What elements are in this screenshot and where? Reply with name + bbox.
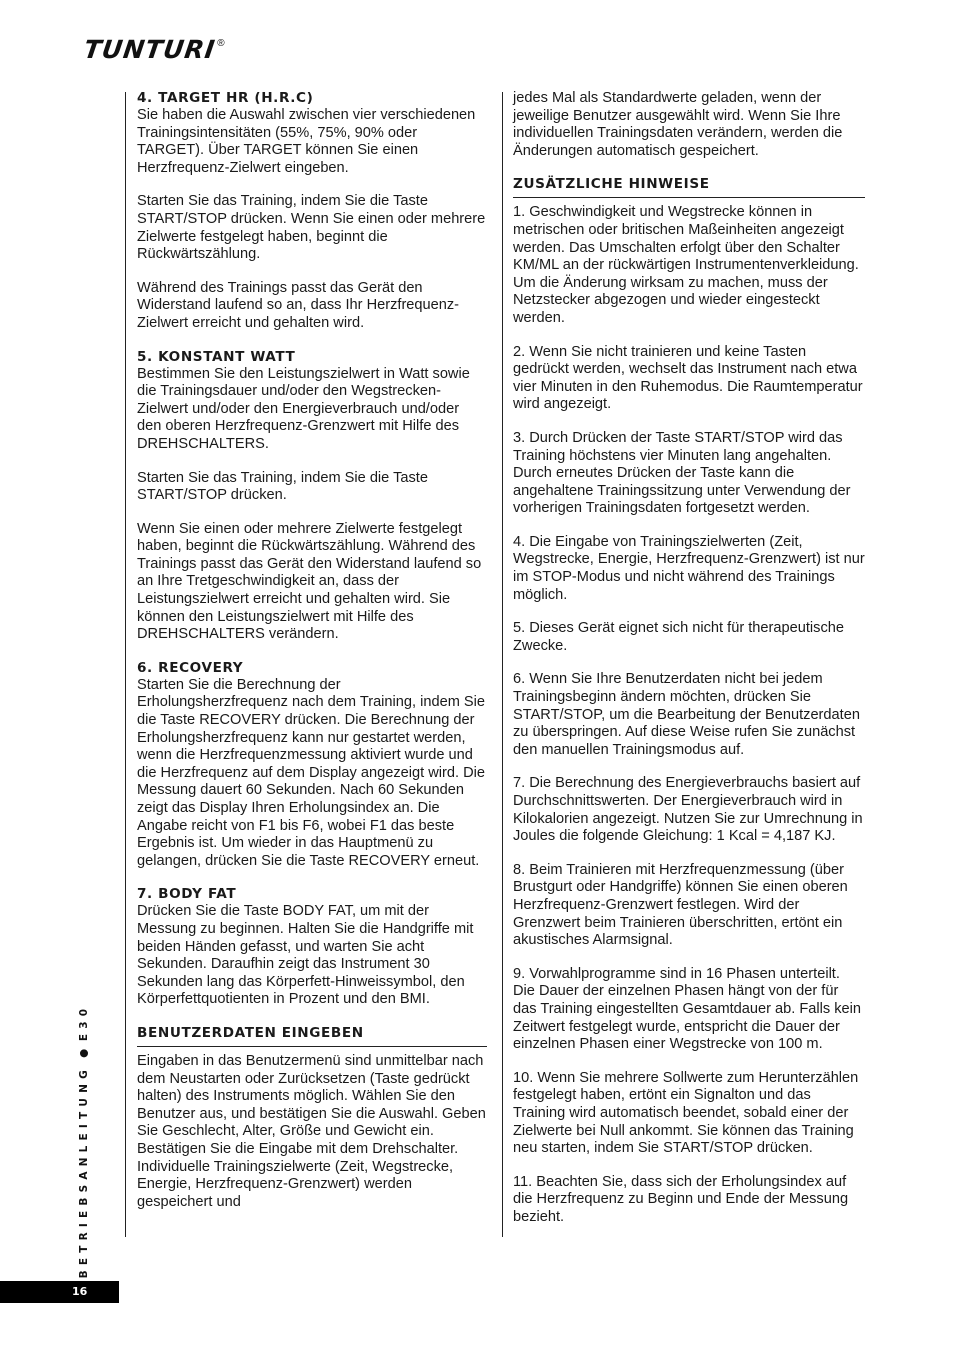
sidebar-label — [74, 1003, 94, 1279]
note-item: 9. Vorwahlprogramme sind in 16 Phasen unterteilt. Die Dauer der einzelnen Phasen hängt von der für das Training eingestellten Gesamtdauer ab. Falls kein Zeitwert festgelegt wurde, entspricht die Dauer der einzelnen Phasen einer Wegstrecke von 100 m. — [513, 965, 862, 1053]
note-item: 11. Beachten Sie, dass sich der Erholungsindex auf die Herzfrequenz zu Beginn und Ende der Messung bezieht. — [513, 1173, 849, 1225]
heading-benutzerdaten: BENUTZERDATEN EINGEBEN — [137, 1025, 487, 1047]
paragraph: Starten Sie das Training, indem Sie die Taste START/STOP drücken. Wenn Sie einen oder mehrere Zielwerte festgelegt haben, beginnt die Rückwärtszählung. — [137, 193, 486, 263]
paragraph: Wenn Sie einen oder mehrere Zielwerte festgelegt haben, beginnt die Rückwärtszählung. Während des Trainings passt das Gerät den Widerstand laufend so an Ihre Tretgeschwindigkeit an, dass der Leistungszielwert erreicht und gehalten wird. Sie können den Leistungszielwert mit Hilfe des DREHSCHALTERS verändern. — [137, 520, 482, 643]
middle-column-divider — [502, 92, 503, 1237]
heading-konstant-watt: 5. KONSTANT WATT — [137, 348, 296, 365]
registered-mark: ® — [217, 38, 225, 49]
heading-body-fat: 7. BODY FAT — [137, 886, 237, 903]
left-column — [137, 90, 487, 1211]
paragraph: Bestimmen Sie den Leistungszielwert in Watt sowie die Trainingsdauer und/oder den Wegstrecken-Zielwert und/oder den Energieverbrauch und/oder den oberen Herzfrequenz-Grenzwert mit Hilfe des DREHSCHALTERS. — [137, 365, 470, 452]
note-item: 6. Wenn Sie Ihre Benutzerdaten nicht bei jedem Trainingsbeginn ändern möchten, drücken Sie START/STOP, um die Bearbeitung der Benutzerdaten zu überspringen. Auf diese Weise rufen Sie zunächst den manuellen Trainingsmodus auf. — [513, 671, 860, 758]
left-column-divider — [125, 92, 126, 1237]
paragraph: Eingaben in das Benutzermenü sind unmittelbar nach dem Neustarten oder Zurücksetzen (Taste gedrückt halten) des Instruments möglich. Wählen Sie den Benutzer aus, und bestätigen Sie die Auswahl. Geben Sie Geschlecht, Alter, Größe und Gewicht ein. Bestätigen Sie die Eingabe mit dem Drehschalter. Individuelle Trainingszielwerte (Zeit, Wegstrecke, Energie, Herzfrequenz-Grenzwert) werden gespeichert und — [137, 1052, 486, 1210]
note-item: 5. Dieses Gerät eignet sich nicht für therapeutische Zwecke. — [513, 620, 844, 654]
section-konstant-watt — [137, 349, 487, 644]
note-item: 10. Wenn Sie mehrere Sollwerte zum Herunterzählen festgelegt haben, ertönt ein Signalton und das Training wird automatisch beendet, sobald einer der Zielwerte bei Null ankommt. Sie können das Training neu starten, indem Sie START/STOP drücken. — [513, 1069, 859, 1157]
section-recovery — [137, 660, 487, 871]
bullet-icon — [80, 1049, 88, 1057]
paragraph: Starten Sie das Training, indem Sie die Taste START/STOP drücken. — [137, 469, 428, 504]
section-target-hr — [137, 90, 487, 333]
paragraph: Während des Trainings passt das Gerät den Widerstand laufend so an, dass Ihr Herzfrequenz-Zielwert erreicht und gehalten wird. — [137, 279, 460, 331]
note-item: 7. Die Berechnung des Energieverbrauchs basiert auf Durchschnittswerten. Der Energieverbrauch wird in Kilokalorien angezeigt. Nutzen Sie zur Umrechnung in Joules die folgende Gleichung: 1 Kcal = 4,187 KJ. — [513, 775, 863, 845]
paragraph: Starten Sie die Berechnung der Erholungsherzfrequenz nach dem Training, indem Sie die Taste RECOVERY drücken. Die Berechnung der Erholungsherzfrequenz kann nur gestartet werden, wenn die Herzfrequenzmessung aktiviert wurde und die Herzfrequenz auf dem Display angezeigt wird. Die Messung dauert 60 Sekunden. Nach 60 Sekunden zeigt das Display Ihren Erholungsindex an. Die Angabe reicht von F1 bis F6, wobei F1 das beste Ergebnis ist. Um wieder in das Hauptmenü zu gelangen, drücken Sie die Taste RECOVERY erneut. — [137, 676, 486, 869]
notes-list — [513, 204, 865, 1226]
sidebar-manual-label: BETRIEBSANLEITUNG — [78, 1065, 90, 1279]
page-number-box — [0, 1281, 119, 1303]
note-item: 3. Durch Drücken der Taste START/STOP wird das Training höchstens vier Minuten lang angehalten. Durch erneutes Drücken der Taste kann die angehaltene Trainingssitzung unter Verwendung der vorherigen Trainingsdaten fortgesetzt werden. — [513, 429, 851, 517]
section-body-fat — [137, 886, 487, 1009]
brand-logo — [84, 36, 225, 66]
sidebar-model-label: E30 — [78, 1003, 90, 1042]
sidebar-text — [78, 1004, 90, 1279]
page-number: 16 — [72, 1285, 88, 1298]
paragraph: jedes Mal als Standardwerte geladen, wenn der jeweilige Benutzer ausgewählt wird. Wenn Sie Ihre individuellen Trainingsdaten verändern, werden die Änderungen automatisch gespeichert. — [513, 90, 843, 159]
note-item: 4. Die Eingabe von Trainingszielwerten (Zeit, Wegstrecke, Energie, Herzfrequenz-Grenzwert) ist nur im STOP-Modus und nicht während des Trainings möglich. — [513, 533, 865, 603]
section-benutzerdaten — [137, 1025, 487, 1211]
heading-target-hr: 4. TARGET HR (H.R.C) — [137, 90, 314, 106]
brand-logo-text: TUNTURI — [82, 35, 218, 64]
note-item: 8. Beim Trainieren mit Herzfrequenzmessung (über Brustgurt oder Handgriffe) können Sie einen oberen Herzfrequenz-Grenzwert festlegen. Wird der Grenzwert beim Trainieren überschritten, ertönt ein akustisches Alarmsignal. — [513, 861, 848, 949]
paragraph: Drücken Sie die Taste BODY FAT, um mit der Messung zu beginnen. Halten Sie die Handgriffe mit beiden Händen gefasst, und warten Sie acht Sekunden. Daraufhin zeigt das Instrument 30 Sekunden lang das Körperfett-Hinweissymbol, den Körperfettquotienten in Prozent und den BMI. — [137, 903, 474, 1008]
note-item: 2. Wenn Sie nicht trainieren und keine Tasten gedrückt werden, wechselt das Instrument nach etwa vier Minuten in den Ruhemodus. Die Raumtemperatur wird angezeigt. — [513, 343, 863, 413]
heading-zusaetzliche-hinweise: ZUSÄTZLICHE HINWEISE — [513, 176, 865, 198]
right-column — [513, 90, 865, 1226]
paragraph: Sie haben die Auswahl zwischen vier verschiedenen Trainingsintensitäten (55%, 75%, 90% oder TARGET). Über TARGET können Sie einen Herzfrequenz-Zielwert eingeben. — [137, 107, 476, 176]
note-item: 1. Geschwindigkeit und Wegstrecke können in metrischen oder britischen Maßeinheiten angezeigt werden. Das Umschalten erfolgt über den Schalter KM/ML an der rückwärtigen Instrumentenverkleidung. Um die Änderung wirksam zu machen, muss der Netzstecker abgezogen und wieder eingesteckt werden. — [513, 204, 859, 326]
heading-recovery: 6. RECOVERY — [137, 659, 244, 676]
